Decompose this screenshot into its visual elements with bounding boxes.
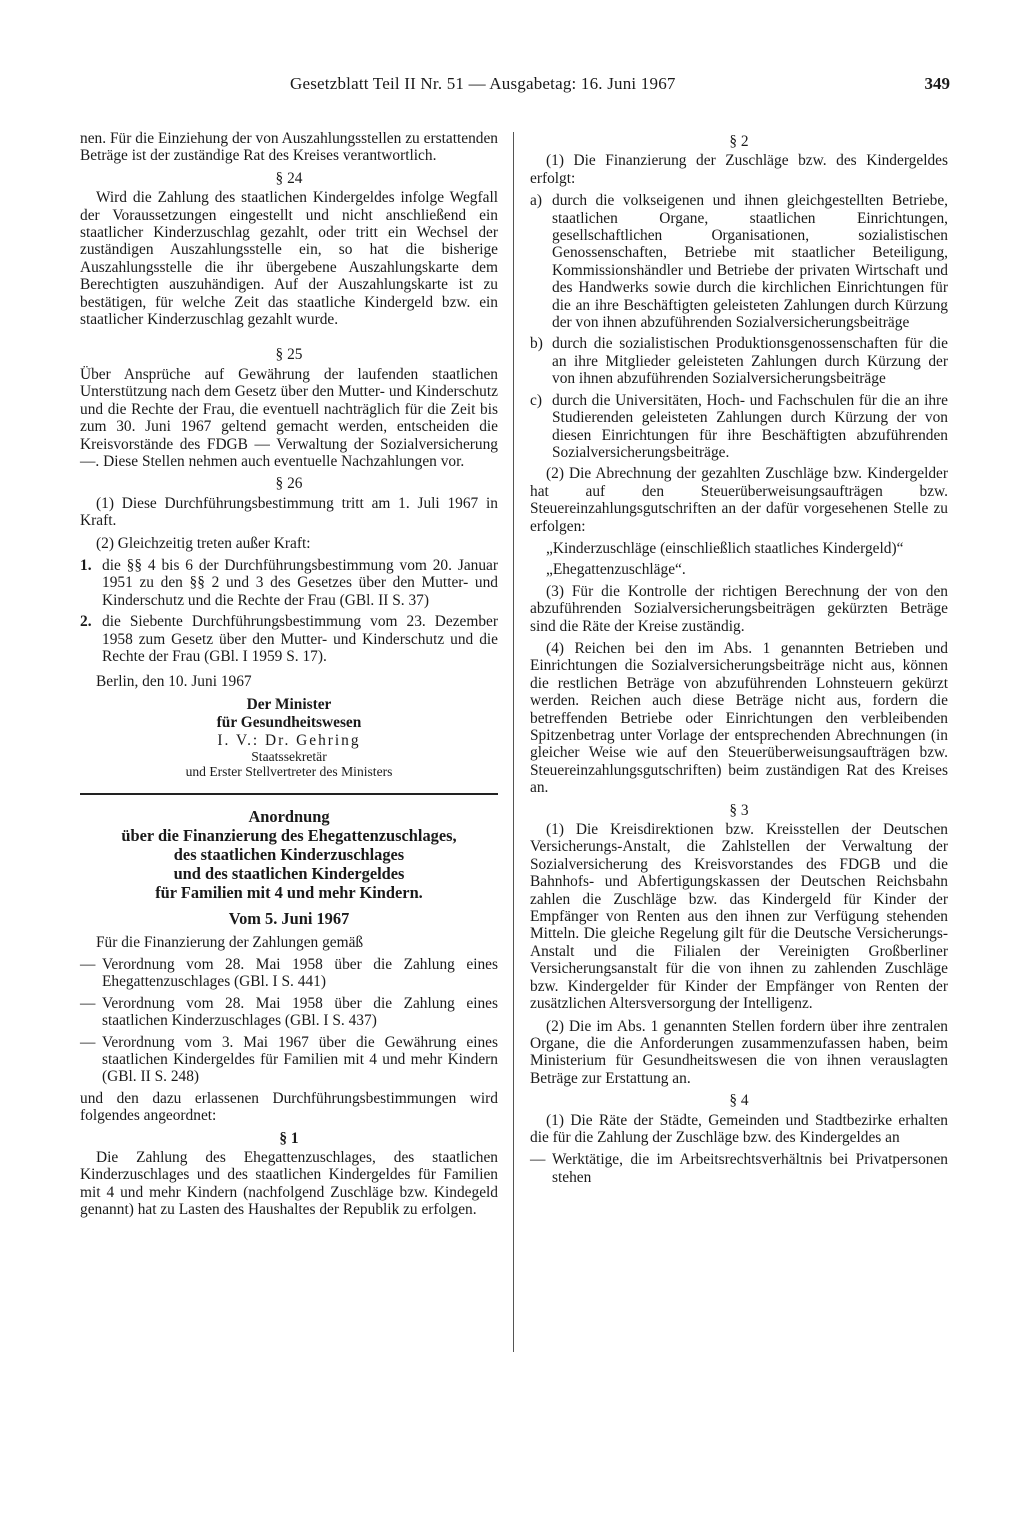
- paragraph: (1) Diese Durchführungsbestimmung tritt am 1. Juli 1967 in Kraft.: [80, 494, 498, 530]
- ordinance-title: [80, 807, 498, 902]
- left-column: [80, 130, 498, 1224]
- list-marker: —: [80, 994, 96, 1012]
- page-header: [290, 74, 950, 104]
- list-marker: —: [80, 1033, 96, 1051]
- list-marker: —: [530, 1151, 546, 1169]
- quoted-text: „Kinderzuschläge (einschließlich staatliches Kindergeld)“: [546, 539, 904, 557]
- paragraph: (1) Die Kreisdirektionen bzw. Kreisstellen der Deutschen Versicherungs-Anstalt, die Zahlstellen der Verwaltung der Sozialversicherung des Kreisvorstandes des FDGB und die Bahnhofs- und Abfertigungskassen der Deutschen Reichsbahn zahlen die Zuschläge bzw. das Kindergeld für Kinder der Empfänger von Renten aus den ihnen zur Verfügung stehenden Mitteln. Die gleiche Regelung gilt für die Deutsche Versicherungs-Anstalt und die Filialen der Vereinigten Großberliner Versicherungsanstalt für die von ihnen zu zahlenden Zuschläge bzw. Kindergelder für Kinder der Empfänger von Renten der zusätzlichen Altersversorgung der Intelligenz.: [530, 821, 948, 1013]
- list-marker: 2.: [80, 613, 92, 631]
- list-text: Verordnung vom 28. Mai 1958 über die Zahlung eines Ehegattenzuschlages (GBl. I S. 441): [102, 956, 498, 991]
- ordinance-title-line: Anordnung: [248, 807, 330, 827]
- paragraph: (4) Reichen bei den im Abs. 1 genannten Betrieben und Einrichtungen die Sozialversicherungsbeiträge nicht aus, können die restlichen Beträge von abzuführenden Lohnsteuern gekürzt werden. Reichen auch diese Beträge nicht aus, fordern die betreffenden Betriebe oder Einrichtungen den verbleibenden Spitzenbetrag unter Vorlage der entsprechenden Abrechnungen (in gleicher Weise wie auf den Steuerüberweisungsaufträgen bzw. Steuereinzahlungsgutschriften) beim zuständigen Rat des Kreises an.: [530, 639, 948, 797]
- section-heading: § 1: [279, 1129, 299, 1147]
- running-title: Gesetzblatt Teil II Nr. 51 — Ausgabetag: 16. Juni 1967: [290, 74, 676, 93]
- list-marker: c): [530, 391, 542, 409]
- list-text: die Siebente Durchführungsbestimmung vom 23. Dezember 1958 zum Gesetz über den Mutter- und Kinderschutz und die Rechte der Frau (GBl. I 1959 S. 17).: [102, 613, 498, 665]
- paragraph: und den dazu erlassenen Durchführungsbestimmungen wird folgendes angeordnet:: [80, 1089, 498, 1125]
- list-text: durch die sozialistischen Produktionsgenossenschaften für die an ihre Mitglieder geleisteten Zahlungen durch Kürzung der von ihnen abzuführenden Sozialversicherungsbeiträge: [552, 335, 948, 388]
- section-heading: § 24: [275, 169, 303, 187]
- ordinance-title-line: für Familien mit 4 und mehr Kindern.: [155, 883, 423, 903]
- list-text: durch die Universitäten, Hoch- und Fachschulen für die an ihre Studierenden geleisteten Zahlungen durch Kürzung der von diesen Einrichtungen für ihre Beschäftigten abzuführenden Sozialversicherungsbeiträge.: [552, 391, 948, 461]
- right-column: [530, 130, 948, 1190]
- list-text: Verordnung vom 3. Mai 1967 über die Gewährung eines staatlichen Kindergeldes für Familien mit 4 und mehr Kindern (GBl. II S. 248): [102, 1033, 498, 1086]
- signature-role: Staatssekretär: [251, 749, 327, 765]
- paragraph: Die Zahlung des Ehegattenzuschlages, des staatlichen Kinderzuschlages und des staatlichen Kindergeldes für Familien mit 4 und mehr Kindern (nachfolgend Zuschläge bzw. Kindegeld genannt) hat zu Lasten des Haushaltes der Republik zu erfolgen.: [80, 1149, 498, 1219]
- list-item: [80, 613, 498, 665]
- list-text: Werktätige, die im Arbeitsrechtsverhältnis bei Privatpersonen stehen: [552, 1151, 948, 1186]
- quoted-text: „Ehegattenzuschläge“.: [546, 561, 686, 579]
- list-text: die §§ 4 bis 6 der Durchführungsbestimmung vom 20. Januar 1951 zu den §§ 2 und 3 des Gesetzes über den Mutter- und Kinderschutz und die Rechte der Frau (GBl. II S. 37): [102, 556, 498, 609]
- list-item: [80, 1034, 498, 1086]
- place-date: Berlin, den 10. Juni 1967: [96, 673, 252, 691]
- list-marker: —: [80, 956, 96, 973]
- paragraph: (2) Die Abrechnung der gezahlten Zuschläge bzw. Kindergelder hat auf den Steuerüberweisungsaufträgen bzw. Steuereinzahlungsgutschriften an der dafür vorgesehenen Stelle zu erfolgen:: [530, 465, 948, 535]
- ordinance-title-line: des staatlichen Kinderzuschlages: [173, 845, 405, 865]
- signature-title: Der Minister: [246, 695, 332, 713]
- paragraph: Über Ansprüche auf Gewährung der laufenden staatlichen Unterstützung nach dem Gesetz über den Mutter- und Kinderschutz und die Rechte der Frau, die eventuell nachträglich für die Zeit bis zum 30. Juni 1967 geltend gemacht werden, entscheiden die Kreisvorstände des FDGB — Verwaltung der Sozialversicherung —. Diese Stellen nehmen auch eventuelle Nachzahlungen vor.: [80, 365, 498, 470]
- paragraph: Für die Finanzierung der Zahlungen gemäß: [96, 933, 364, 951]
- section-heading: § 3: [729, 801, 749, 819]
- section-heading: § 4: [729, 1092, 749, 1110]
- list-marker: b): [530, 335, 543, 353]
- paragraph: (3) Für die Kontrolle der richtigen Berechnung der von den abzuführenden Sozialversicherungsbeiträgen gekürzten Beträge sind die Räte der Kreise zuständig.: [530, 582, 948, 635]
- list-item: [530, 192, 948, 331]
- page-number: 349: [924, 74, 950, 93]
- list-text: Verordnung vom 28. Mai 1958 über die Zahlung eines staatlichen Kinderzuschlages (GBl. I S. 437): [102, 994, 498, 1030]
- list-item: [80, 557, 498, 609]
- spacer: [80, 333, 498, 343]
- list-item: [80, 995, 498, 1030]
- ordinance-title-line: und des staatlichen Kindergeldes: [173, 864, 405, 884]
- section-heading: § 2: [729, 133, 749, 150]
- signature-role: und Erster Stellvertreter des Ministers: [185, 764, 393, 780]
- list-item: [530, 1151, 948, 1186]
- section-heading: § 26: [275, 475, 303, 493]
- list-item: [80, 956, 498, 991]
- paragraph: (1) Die Finanzierung der Zuschläge bzw. des Kindergeldes erfolgt:: [530, 152, 948, 187]
- ordinance-date: Vom 5. Juni 1967: [228, 909, 350, 929]
- paragraph: (2) Die im Abs. 1 genannten Stellen fordern über ihre zentralen Organe, die die Anforderungen zusammenzufassen haben, beim Ministerium für Gesundheitswesen die von ihnen verauslagten Beträge zur Erstattung an.: [530, 1017, 948, 1087]
- ordinance-title-line: über die Finanzierung des Ehegattenzuschlages,: [121, 826, 457, 846]
- paragraph: (1) Die Räte der Städte, Gemeinden und Stadtbezirke erhalten die für die Zahlung der Zuschläge bzw. des Kindergeldes an: [530, 1111, 948, 1146]
- paragraph: (2) Gleichzeitig treten außer Kraft:: [96, 534, 311, 552]
- list-marker: a): [530, 192, 542, 210]
- list-text: durch die volkseigenen und ihnen gleichgestellten Betriebe, staatlichen Organe, staatlichen Einrichtungen, gesellschaftlichen Organisationen, sozialistischen Genossenschaften, Betriebe mit staatlicher Beteiligung, Kommissionshändler und Betriebe der privaten Wirtschaft und des Handwerks sowie durch die kirchlichen Einrichtungen für die an ihre Beschäftigten geleisteten Zahlungen durch Kürzung der von ihnen abzuführenden Sozialversicherungsbeiträge: [552, 192, 948, 332]
- paragraph: nen. Für die Einziehung der von Auszahlungsstellen zu erstattenden Beträge ist der zuständige Rat des Kreises verantwortlich.: [80, 130, 498, 165]
- list-item: [530, 392, 948, 462]
- section-rule: [80, 793, 498, 795]
- list-marker: 1.: [80, 556, 92, 574]
- column-divider: [513, 132, 514, 1352]
- signature-title: für Gesundheitswesen: [216, 713, 362, 731]
- list-item: [530, 335, 948, 387]
- section-heading: § 25: [275, 346, 303, 364]
- paragraph: Wird die Zahlung des staatlichen Kindergeldes infolge Wegfall der Voraussetzungen eingestellt und nicht anschließend ein staatlicher Kinderzuschlag gezahlt, oder tritt ein Wechsel der zuständigen Auszahlungsstelle ein, so hat die bisherige Auszahlungsstelle die ihr übergebene Auszahlungskarte dem Berechtigten auszuhändigen. Auf der Auszahlungskarte ist zu bestätigen, für welche Zeit das staatliche Kindergeld bzw. ein staatlicher Kinderzuschlag gezahlt wurde.: [80, 189, 498, 329]
- signature-name: I. V.: Dr. Gehring: [217, 731, 361, 749]
